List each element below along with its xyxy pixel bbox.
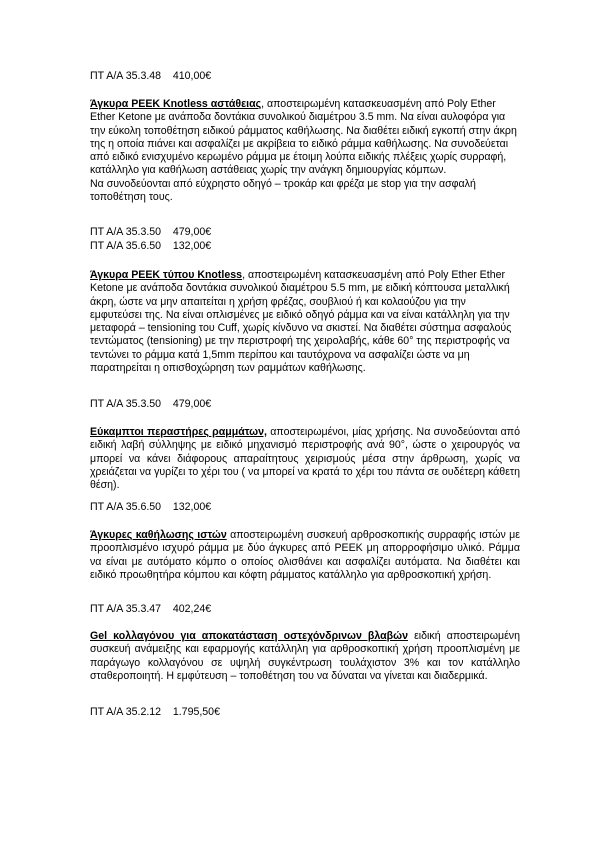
item-title: Άγκυρα PEEK Knotless αστάθειας	[90, 98, 262, 110]
item-collagen-gel	[90, 630, 520, 683]
price-code-5: ΠΤ Α/Α 35.6.50 132,00€	[90, 501, 212, 513]
item-peek-knotless-type	[90, 269, 520, 375]
item-peek-knotless-instability	[90, 98, 520, 204]
price-code-7: ΠΤ Α/Α 35.2.12 1.795,50€	[90, 706, 220, 718]
price-code-3: ΠΤ Α/Α 35.6.50 132,00€	[90, 240, 212, 252]
item-title: Gel κολλαγόνου για αποκατάσταση οστεχόνδρινων βλαβών	[90, 630, 408, 642]
item-tissue-anchors	[90, 529, 520, 582]
item-text: ειδική αποστειρωμένη συσκευή ανάμειξης και εφαρμογής κατάλληλη για αρθροσκοπική χρήση προοπλισμένη με παράγωγο κολλαγόνου σε υψηλή συγκέντρωση τουλάχιστον 3% και τον κατάλληλο σταθεροποιητή. Η εμφύτευση – τοποθέτηση του να δύναται να γίνεται και διαδερμικά.	[90, 630, 520, 682]
item-title: Εύκαμπτοι περαστήρες ραμμάτων,	[90, 426, 267, 438]
price-code-1: ΠΤ Α/Α 35.3.48 410,00€	[90, 70, 212, 82]
price-code-2: ΠΤ Α/Α 35.3.50 479,00€	[90, 226, 212, 238]
item-description	[90, 98, 520, 178]
item-description	[90, 529, 520, 582]
item-text: αποστειρωμένοι, μίας χρήσης. Να συνοδεύονται από ειδική λαβή σύλληψης με ειδικό μηχανισμό περιστροφής ανά 90°, ώστε ο χειρουργός να μπορεί να κάνει διάφορους απαραίτητους χειρισμούς μέσα στην άρθρωση, χωρίς να χρειάζεται να γυρίζει το χέρι του ( να μπορεί να κρατά το χέρι του πάντα σε ουδέτερη κάθετη θέση).	[90, 426, 520, 492]
item-description	[90, 426, 520, 492]
item-description	[90, 269, 520, 375]
item-text: , αποστειρωμένη κατασκευασμένη από Poly Ether Ether Ketone με ανάποδα δοντάκια συνολικού διαμέτρου 3.5 mm. Να είναι αυλοφόρα για την εύκολη τοποθέτηση ειδικού ράμματος καθήλωσης. Να διαθέτει ειδική εγκοπή στην άκρη της η οποία πιάνει και ασφαλίζει με ακρίβεια το ειδικό ράμμα καθήλωσης. Να συνοδεύεται από ειδικό ενισχυμένο κερωμένο ράμμα με έτοιμη λούπα ειδικής πλέξεις χωρίς συρραφή, κατάλληλο για καθήλωση αστάθειας χωρίς την ανάγκη δημιουργίας κόμπων.	[90, 98, 517, 177]
price-code-6: ΠΤ Α/Α 35.3.47 402,24€	[90, 603, 212, 615]
item-text-2: Να συνοδεύονται από εύχρηστο οδηγό – τροκάρ και φρέζα με stop για την ασφαλή τοποθέτηση τους.	[90, 177, 476, 204]
item-title: Άγκυρα PEEK τύπου Knotless	[90, 269, 243, 281]
item-text: , αποστειρωμένη κατασκευασμένη από Poly Ether Ether Ketone με ανάποδα δοντάκια συνολικού διαμέτρου 5.5 mm, με ειδική κόπτουσα μεταλλική άκρη, ώστε να μην απαιτείται η χρήση φρέζας, σουβλιού ή και κολαούζου για την εμφυτεύσει της. Να είναι οπλισμένες με ειδικό οδηγό ράμμα και να είναι κατάλληλη για την μεταφορά – tensioning του Cuff, χωρίς κίνδυνο να σκιστεί. Να διαθέτει σύστημα ασφαλούς τεντώματος (tensioning) με την περιστροφή της χειρολαβής, κάθε 60° της περιστροφής να τεντώνει το ράμμα κατά 1,5mm περίπου και ταυτόχρονα να ασφαλίζει ώστε να μη παρατηρείται η οπισθοχώρηση των ραμμάτων καθήλωσης.	[90, 269, 512, 375]
item-text: αποστειρωμένη συσκευή αρθροσκοπικής συρραφής ιστών με προοπλισμένο ισχυρό ράμμα με δύο άγκυρες από PEEK μη απορροφήσιμο υλικό. Ράμμα να είναι με αυτόματο κόμπο ο οποίος ολισθάνει και ασφαλίζει αυτόματα. Να διαθέτει και ειδικό προωθητήρα κόμπου και κόφτη ράμματος κατάλληλο για αρθροσκοπική χρήση.	[90, 529, 520, 581]
item-title: Άγκυρες καθήλωσης ιστών	[90, 529, 227, 541]
item-description	[90, 630, 520, 683]
price-code-4: ΠΤ Α/Α 35.3.50 479,00€	[90, 398, 212, 410]
item-suture-passers	[90, 426, 520, 492]
